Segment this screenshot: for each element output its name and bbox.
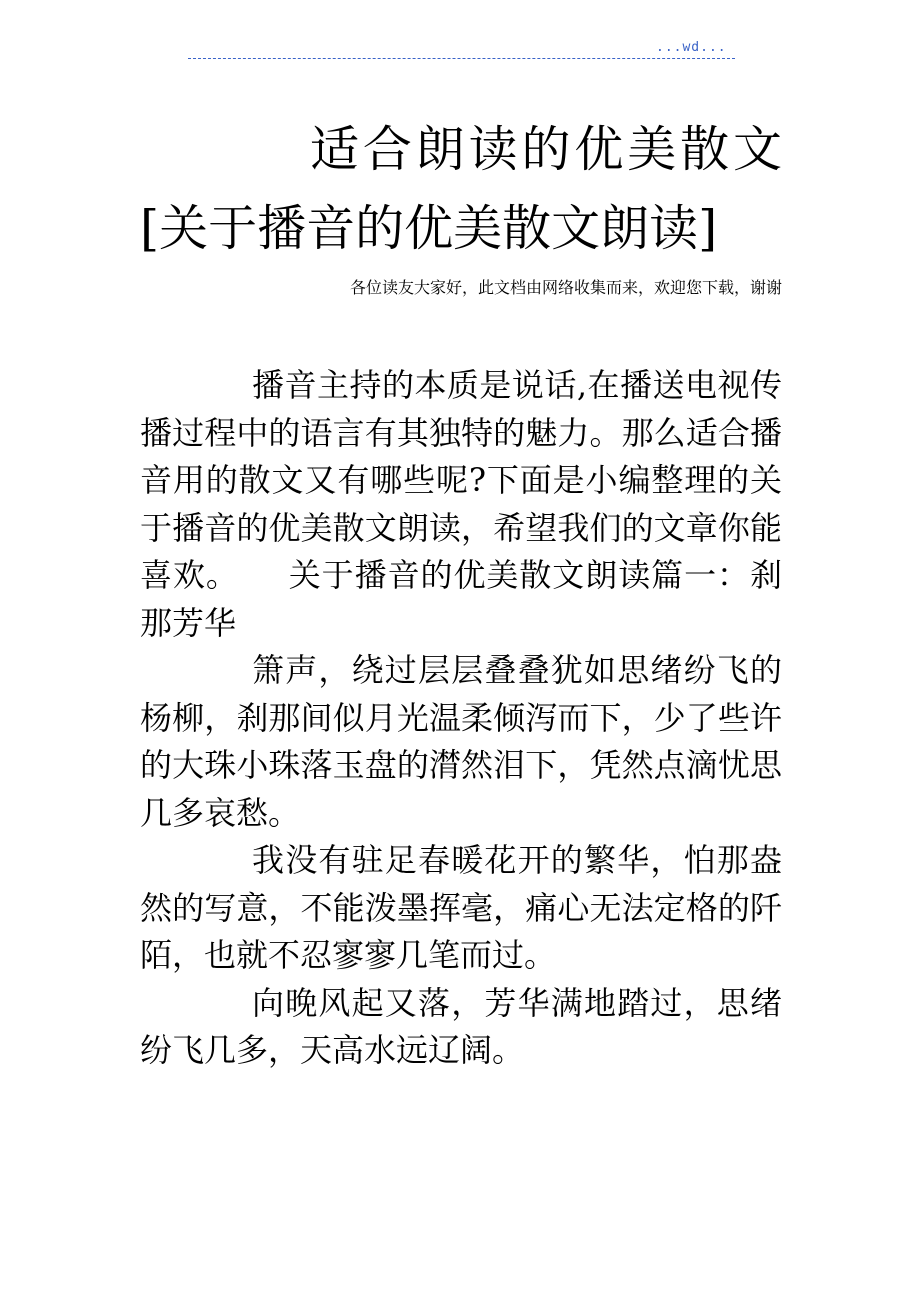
paragraph-xiao-sheng: 箫声，绕过层层叠叠犹如思绪纷飞的杨柳，刹那间似月光温柔倾泻而下，少了些许的大珠小珠落玉盘的潸然泪下，凭然点滴忧思几多哀愁。 [140, 651, 782, 832]
header-mark: ...wd... [656, 40, 727, 55]
document-body [140, 110, 782, 1075]
header-divider [188, 58, 735, 59]
article-text [140, 362, 782, 1075]
paragraph-intro: 播音主持的本质是说话,在播送电视传播过程中的语言有其独特的魅力。那么适合播音用的散文又有哪些呢?下面是小编整理的关于播音的优美散文朗读，希望我们的文章你能喜欢。 关于播音的优美散文朗读篇一：刹那芳华 [140, 366, 782, 642]
document-title: 适合朗读的优美散文 [关于播音的优美散文朗读] [140, 121, 782, 257]
paragraph-xiang-wan: 向晚风起又落，芳华满地踏过，思绪纷飞几多，天高水远辽阔。 [140, 983, 782, 1069]
document-subtitle: 各位读友大家好，此文档由网络收集而来，欢迎您下载，谢谢 [349, 278, 782, 297]
paragraph-chun-nuan: 我没有驻足春暖花开的繁华，怕那盎然的写意，不能泼墨挥毫，痛心无法定格的阡陌，也就不忍寥寥几笔而过。 [140, 841, 782, 974]
